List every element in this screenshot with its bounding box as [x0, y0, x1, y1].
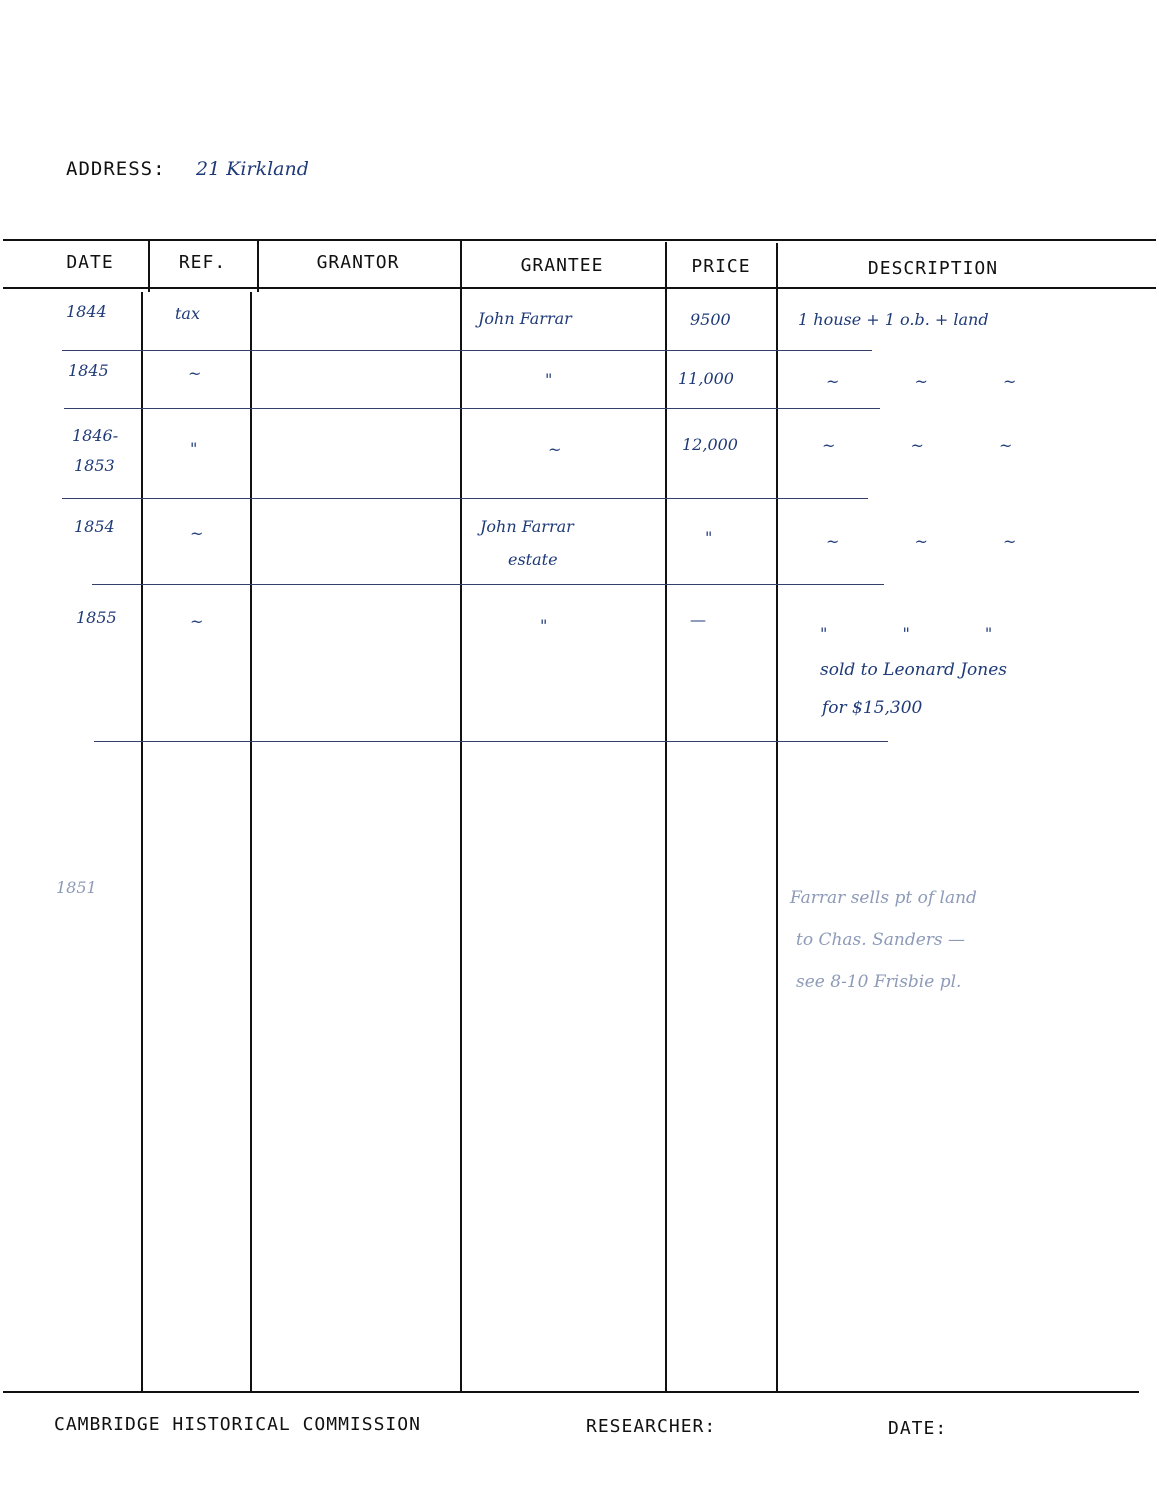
- address-value: 21 Kirkland: [196, 158, 309, 180]
- row1-grantee: John Farrar: [478, 309, 572, 328]
- col-divider-grantee: [665, 242, 667, 1392]
- row2-ref: ~: [188, 364, 202, 383]
- note-line3: see 8-10 Frisbie pl.: [796, 972, 962, 992]
- row5-grantee: ": [540, 616, 548, 635]
- col-divider-date: [141, 292, 143, 1392]
- row2-date: 1845: [68, 361, 109, 380]
- note-line1: Farrar sells pt of land: [790, 888, 977, 908]
- row1-price: 9500: [690, 310, 731, 329]
- row5-price: —: [690, 610, 706, 629]
- table-bottom-rule: [3, 1391, 1139, 1393]
- row3-grantee: ~: [548, 440, 562, 459]
- row2-description: ~ ~ ~: [826, 372, 1017, 391]
- row3-date: 1846-: [72, 426, 119, 445]
- row2-separator: [64, 408, 880, 409]
- row1-description: 1 house + 1 o.b. + land: [798, 310, 989, 329]
- row3-description: ~ ~ ~: [822, 436, 1013, 455]
- row5-description-line2: sold to Leonard Jones: [820, 660, 1008, 680]
- row5-separator: [94, 741, 888, 742]
- footer-org: CAMBRIDGE HISTORICAL COMMISSION: [54, 1414, 421, 1435]
- col-header-ref: REF.: [178, 252, 227, 273]
- col-divider-grantor: [460, 240, 462, 1392]
- row3-price: 12,000: [682, 435, 738, 454]
- row3-ref: ": [190, 439, 198, 458]
- row3-separator: [62, 498, 868, 499]
- table-top-rule: [3, 239, 1156, 241]
- row5-description: " " ": [820, 624, 993, 643]
- row4-ref: ~: [190, 524, 204, 543]
- col-header-grantor: GRANTOR: [316, 252, 400, 273]
- row2-price: 11,000: [678, 369, 734, 388]
- table-header-rule: [3, 287, 1156, 289]
- row5-ref: ~: [190, 612, 204, 631]
- row4-grantee-line2: estate: [508, 550, 558, 569]
- col-header-price: PRICE: [691, 256, 751, 277]
- col-divider-ref: [250, 292, 252, 1392]
- row1-separator: [62, 350, 872, 351]
- row4-separator: [92, 584, 884, 585]
- row5-date: 1855: [76, 608, 117, 627]
- col-header-grantee: GRANTEE: [520, 255, 604, 276]
- row4-price: ": [705, 528, 713, 547]
- row4-description: ~ ~ ~: [826, 532, 1017, 551]
- row5-description-line3: for $15,300: [822, 698, 923, 718]
- footer-researcher-label: RESEARCHER:: [586, 1416, 717, 1437]
- note-date: 1851: [56, 878, 97, 897]
- footer-date-label: DATE:: [888, 1418, 948, 1439]
- row4-date: 1854: [74, 517, 115, 536]
- note-line2: to Chas. Sanders —: [796, 930, 966, 950]
- row1-ref: tax: [175, 304, 200, 323]
- col-divider-price: [776, 243, 778, 1392]
- row1-date: 1844: [66, 302, 107, 321]
- col-header-description: DESCRIPTION: [867, 258, 999, 279]
- row2-grantee: ": [545, 370, 553, 389]
- address-label: ADDRESS:: [66, 158, 166, 180]
- row3-date-end: 1853: [74, 456, 115, 475]
- col-header-date: DATE: [66, 252, 114, 273]
- row4-grantee: John Farrar: [480, 517, 574, 536]
